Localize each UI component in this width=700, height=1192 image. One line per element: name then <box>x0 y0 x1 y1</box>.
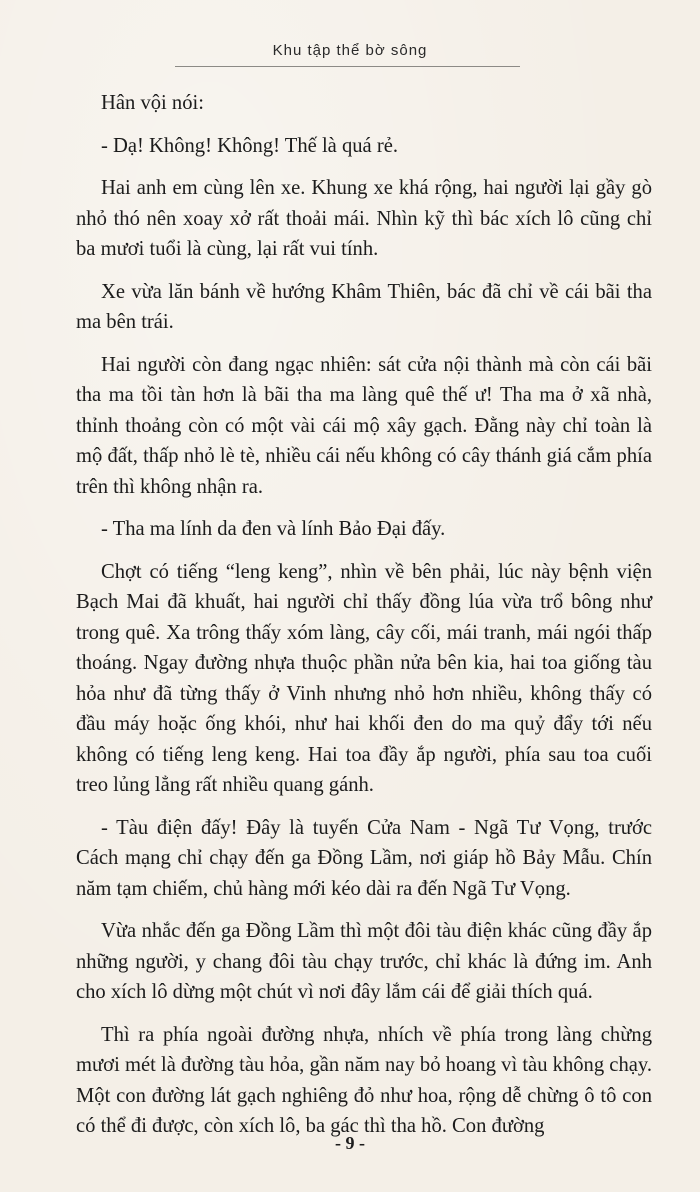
paragraph: Hân vội nói: <box>101 92 204 114</box>
paragraph: Thì ra phía ngoài đường nhựa, nhích về phía trong làng chừng mươi mét là đường tàu hỏa, gần năm nay bỏ hoang vì tàu không chạy. Một con đường lát gạch nghiêng đỏ như hoa, rộng dễ chừng ô tô con có thể đi được, còn xích lô, ba gác thì tha hồ. Con đường <box>76 1023 652 1137</box>
page-number: - 9 - <box>335 1133 365 1153</box>
paragraph: - Tha ma lính da đen và lính Bảo Đại đấy. <box>101 518 446 540</box>
paragraph: - Dạ! Không! Không! Thế là quá rẻ. <box>101 134 398 157</box>
paragraph: - Tàu điện đấy! Đây là tuyến Cửa Nam - Ngã Tư Vọng, trước Cách mạng chỉ chạy đến ga Đồng Lầm, nơi giáp hồ Bảy Mẫu. Chín năm tạm chiếm, chủ hàng mới kéo dài ra đến Ngã Tư Vọng. <box>76 816 652 900</box>
body-text <box>76 88 652 1154</box>
paragraph: Xe vừa lăn bánh về hướng Khâm Thiên, bác đã chỉ về cái bãi tha ma bên trái. <box>76 280 652 333</box>
paragraph: Vừa nhắc đến ga Đồng Lầm thì một đôi tàu điện khác cũng đầy ắp những người, y chang đôi tàu chạy trước, chỉ khác là đứng im. Anh cho xích lô dừng một chút vì nơi đây lắm cái để giải thích quá. <box>76 920 652 1003</box>
paragraph: Chợt có tiếng “leng keng”, nhìn về bên phải, lúc này bệnh viện Bạch Mai đã khuất, hai người chỉ thấy đồng lúa vừa trổ bông như trong quê. Xa trông thấy xóm làng, cây cối, mái tranh, mái ngói thấp thoáng. Ngay đường nhựa thuộc phần nửa bên kia, hai toa giống tàu hỏa như đã từng thấy ở Vinh nhưng nhỏ hơn nhiều, không thấy có đầu máy hoặc ống khói, như hai khối đen do ma quỷ đẩy tới nếu không có tiếng leng keng. Hai toa đầy ắp người, phía sau toa cuối treo lủng lẳng rất nhiều quang gánh. <box>76 560 652 796</box>
running-head-title: Khu tập thể bờ sông <box>272 42 428 59</box>
header-divider <box>175 66 520 67</box>
paragraph: Hai người còn đang ngạc nhiên: sát cửa nội thành mà còn cái bãi tha ma tồi tàn hơn là bãi tha ma làng quê thế ư! Tha ma ở xã nhà, thỉnh thoảng còn có một vài cái mộ xây gạch. Đằng này chỉ toàn là mộ đất, thấp nhỏ lè tè, nhiều cái nếu không có cây thánh giá cắm phía trên thì không nhận ra. <box>76 353 652 498</box>
paragraph: Hai anh em cùng lên xe. Khung xe khá rộng, hai người lại gầy gò nhỏ thó nên xoay xở rất thoải mái. Nhìn kỹ thì bác xích lô cũng chỉ ba mươi tuổi là cùng, lại rất vui tính. <box>76 177 652 260</box>
